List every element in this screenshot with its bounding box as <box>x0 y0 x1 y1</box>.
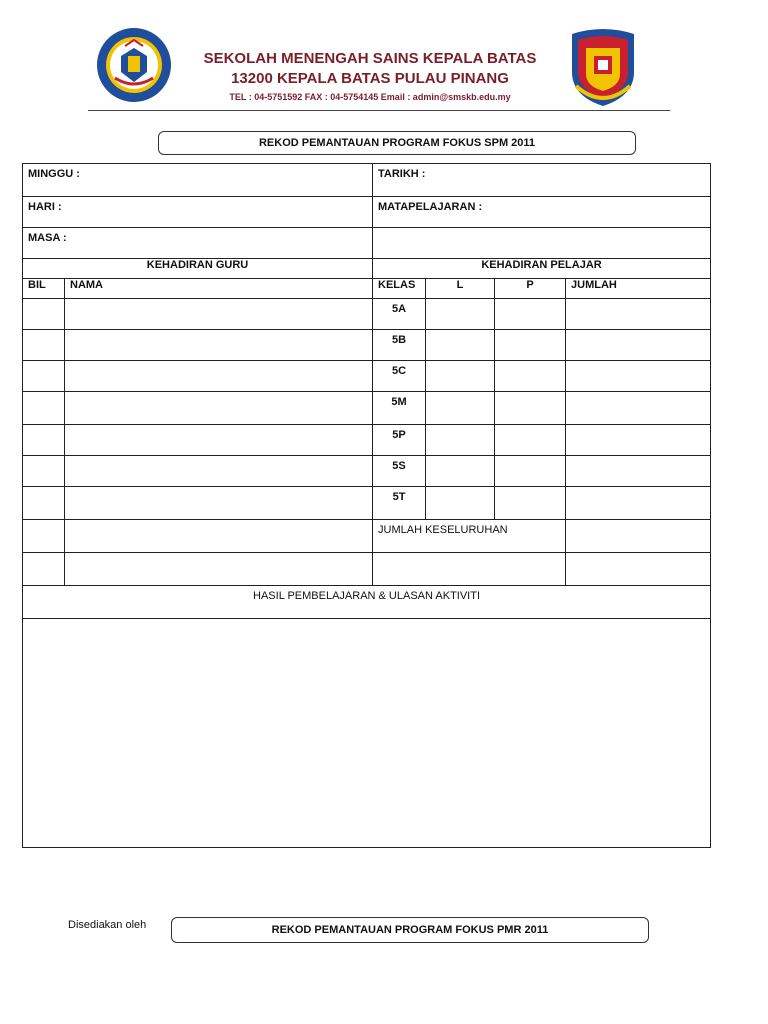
matapelajaran-field[interactable]: MATAPELAJARAN : <box>373 197 711 228</box>
prepared-by-label: Disediakan oleh <box>68 919 147 931</box>
kelas-cell: 5C <box>373 361 426 392</box>
bil-cell[interactable] <box>23 330 65 361</box>
p-cell[interactable] <box>495 299 566 330</box>
kelas-cell: 5B <box>373 330 426 361</box>
table-row <box>23 361 711 392</box>
nama-cell[interactable] <box>65 487 373 520</box>
nama-cell[interactable] <box>65 456 373 487</box>
table-row <box>23 487 711 520</box>
p-cell[interactable] <box>495 330 566 361</box>
l-cell[interactable] <box>426 425 495 456</box>
p-cell[interactable] <box>495 392 566 425</box>
kelas-cell: 5P <box>373 425 426 456</box>
l-cell[interactable] <box>426 330 495 361</box>
jumlah-keseluruhan-value[interactable] <box>566 520 711 553</box>
col-bil-header: BIL <box>23 279 65 299</box>
nama-cell[interactable] <box>65 553 373 586</box>
nama-cell[interactable] <box>65 520 373 553</box>
nama-cell[interactable] <box>65 361 373 392</box>
kelas-cell: 5S <box>373 456 426 487</box>
l-cell[interactable] <box>426 392 495 425</box>
jumlah-keseluruhan-label: JUMLAH KESELURUHAN <box>373 520 566 553</box>
bil-cell[interactable] <box>23 456 65 487</box>
nama-cell[interactable] <box>65 392 373 425</box>
jumlah-cell[interactable] <box>566 487 711 520</box>
kehadiran-pelajar-header: KEHADIRAN PELAJAR <box>373 259 711 279</box>
form-title: REKOD PEMANTAUAN PROGRAM FOKUS SPM 2011 <box>158 131 636 155</box>
table-row <box>23 330 711 361</box>
hasil-pembelajaran-header: HASIL PEMBELAJARAN & ULASAN AKTIVITI <box>23 586 711 619</box>
blank-cell[interactable] <box>373 553 566 586</box>
table-row <box>23 299 711 330</box>
l-cell[interactable] <box>426 456 495 487</box>
col-kelas-header: KELAS <box>373 279 426 299</box>
l-cell[interactable] <box>426 487 495 520</box>
minggu-field[interactable]: MINGGU : <box>23 164 373 197</box>
ulasan-aktiviti-area[interactable] <box>23 619 711 848</box>
bil-cell[interactable] <box>23 520 65 553</box>
bil-cell[interactable] <box>23 425 65 456</box>
table-row <box>23 425 711 456</box>
kelas-cell: 5M <box>373 392 426 425</box>
blank-field[interactable] <box>373 228 711 259</box>
hari-field[interactable]: HARI : <box>23 197 373 228</box>
masa-field[interactable]: MASA : <box>23 228 373 259</box>
col-jumlah-header: JUMLAH <box>566 279 711 299</box>
school-contact: TEL : 04-5751592 FAX : 04-5754145 Email : admin@smskb.edu.my <box>229 92 511 102</box>
p-cell[interactable] <box>495 487 566 520</box>
bil-cell[interactable] <box>23 299 65 330</box>
tarikh-field[interactable]: TARIKH : <box>373 164 711 197</box>
p-cell[interactable] <box>495 361 566 392</box>
jumlah-cell[interactable] <box>566 456 711 487</box>
school-address: 13200 KEPALA BATAS PULAU PINANG <box>231 70 509 87</box>
header-divider <box>88 110 670 111</box>
table-row <box>23 553 711 586</box>
l-cell[interactable] <box>426 361 495 392</box>
col-l-header: L <box>426 279 495 299</box>
bil-cell[interactable] <box>23 392 65 425</box>
blank-cell[interactable] <box>566 553 711 586</box>
col-nama-header: NAMA <box>65 279 373 299</box>
l-cell[interactable] <box>426 299 495 330</box>
jumlah-cell[interactable] <box>566 330 711 361</box>
table-row <box>23 456 711 487</box>
school-name: SEKOLAH MENENGAH SAINS KEPALA BATAS <box>203 50 537 67</box>
monitoring-form-table <box>22 163 711 848</box>
next-form-title: REKOD PEMANTAUAN PROGRAM FOKUS PMR 2011 <box>171 917 649 943</box>
col-p-header: P <box>495 279 566 299</box>
p-cell[interactable] <box>495 456 566 487</box>
table-row <box>23 520 711 553</box>
bil-cell[interactable] <box>23 553 65 586</box>
bil-cell[interactable] <box>23 361 65 392</box>
nama-cell[interactable] <box>65 330 373 361</box>
jumlah-cell[interactable] <box>566 361 711 392</box>
kelas-cell: 5T <box>373 487 426 520</box>
kehadiran-guru-header: KEHADIRAN GURU <box>23 259 373 279</box>
nama-cell[interactable] <box>65 425 373 456</box>
p-cell[interactable] <box>495 425 566 456</box>
jumlah-cell[interactable] <box>566 425 711 456</box>
nama-cell[interactable] <box>65 299 373 330</box>
table-row <box>23 392 711 425</box>
bil-cell[interactable] <box>23 487 65 520</box>
jumlah-cell[interactable] <box>566 392 711 425</box>
jumlah-cell[interactable] <box>566 299 711 330</box>
kelas-cell: 5A <box>373 299 426 330</box>
